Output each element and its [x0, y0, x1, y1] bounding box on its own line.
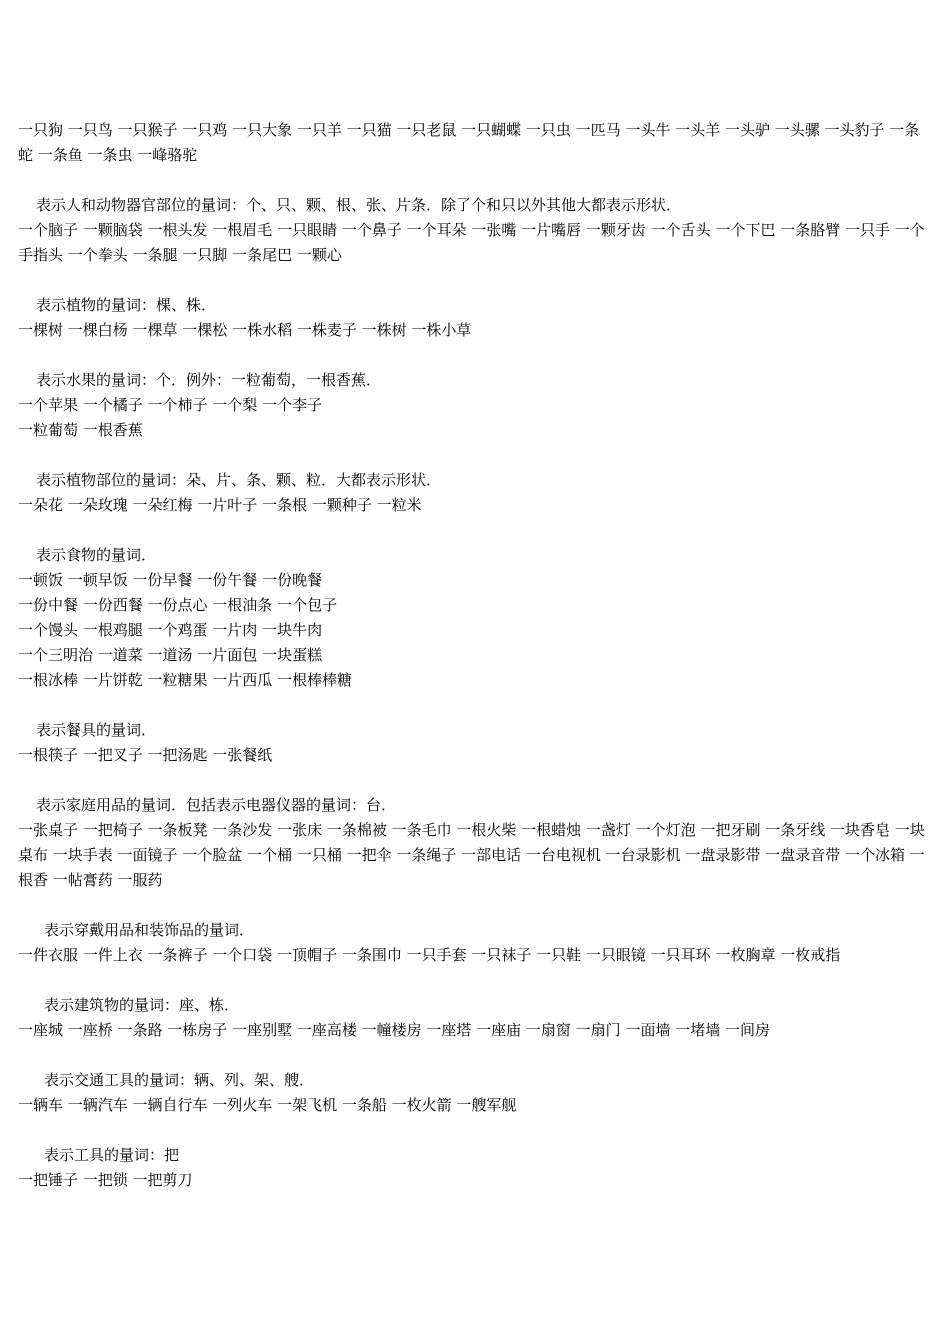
- section-5-line-1: 一份中餐 一份西餐 一份点心 一根油条 一个包子: [18, 596, 338, 614]
- section-6-heading: 表示餐具的量词．: [36, 721, 157, 739]
- section-5-line-4: 一根冰棒 一片饼乾 一粒糖果 一片西瓜 一根棒棒糖: [18, 671, 353, 689]
- section-4-heading: 表示植物部位的量词：朵、片、条、颗、粒．大都表示形状．: [36, 471, 442, 489]
- section-3-line-0: 一个苹果 一个橘子 一个柿子 一个梨 一个李子: [18, 396, 323, 414]
- section-9-heading: 表示建筑物的量词：座、栋．: [44, 996, 240, 1014]
- section-2-heading: 表示植物的量词：棵、株．: [36, 296, 217, 314]
- section-5-line-3: 一个三明治 一道菜 一道汤 一片面包 一块蛋糕: [18, 646, 323, 664]
- paragraph-gap: [18, 693, 928, 718]
- paragraph-gap: [18, 268, 928, 293]
- paragraph-gap: [18, 168, 928, 193]
- section-5-heading: 表示食物的量词．: [36, 546, 157, 564]
- section-11-line-0: 一把锤子 一把锁 一把剪刀: [18, 1171, 193, 1189]
- section-7-heading: 表示家庭用品的量词．包括表示电器仪器的量词：台．: [36, 796, 397, 814]
- section-4-line-0: 一朵花 一朵玫瑰 一朵红梅 一片叶子 一条根 一颗种子 一粒米: [18, 496, 422, 514]
- paragraph-gap: [18, 968, 928, 993]
- section-6-line-0: 一根筷子 一把叉子 一把汤匙 一张餐纸: [18, 746, 273, 764]
- section-8-line-0: 一件衣服 一件上衣 一条裤子 一个口袋 一顶帽子 一条围巾 一只手套 一只袜子 一只鞋 一只眼镜 一只耳环 一枚胸章 一枚戒指: [18, 946, 841, 964]
- paragraph-gap: [18, 343, 928, 368]
- paragraph-gap: [18, 1043, 928, 1068]
- section-5-line-0: 一顿饭 一顿早饭 一份早餐 一份午餐 一份晚餐: [18, 571, 323, 589]
- section-3-line-1: 一粒葡萄 一根香蕉: [18, 421, 143, 439]
- section-8-heading: 表示穿戴用品和装饰品的量词．: [44, 921, 255, 939]
- section-10-line-0: 一辆车 一辆汽车 一辆自行车 一列火车 一架飞机 一条船 一枚火箭 一艘军舰: [18, 1096, 517, 1114]
- paragraph-gap: [18, 768, 928, 793]
- section-9-line-0: 一座城 一座桥 一条路 一栋房子 一座别墅 一座高楼 一幢楼房 一座塔 一座庙 一扇窗 一扇门 一面墙 一堵墙 一间房: [18, 1021, 770, 1039]
- section-0-line-0: 一只狗 一只鸟 一只猴子 一只鸡 一只大象 一只羊 一只猫 一只老鼠 一只蝴蝶 一只虫 一匹马 一头牛 一头羊 一头驴 一头骡 一头豹子 一条蛇 一条鱼 一条虫 一峰骆驼: [18, 121, 920, 164]
- paragraph-gap: [18, 443, 928, 468]
- section-7-line-0: 一张桌子 一把椅子 一条板凳 一条沙发 一张床 一条棉被 一条毛巾 一根火柴 一根蜡烛 一盏灯 一个灯泡 一把牙刷 一条牙线 一块香皂 一块桌布 一块手表 一面镜子 一个脸盆 一个桶 一只桶 一把伞 一条绳子 一部电话 一台电视机 一台录影机 一盘录影带 一盘录音带 一个冰箱 一根香 一帖膏药 一服药: [18, 821, 925, 889]
- document-page: [18, 118, 928, 1193]
- section-2-line-0: 一棵树 一棵白杨 一棵草 一棵松 一株水稻 一株麦子 一株树 一株小草: [18, 321, 472, 339]
- paragraph-gap: [18, 1118, 928, 1143]
- section-1-line-0: 一个脑子 一颗脑袋 一根头发 一根眉毛 一只眼睛 一个鼻子 一个耳朵 一张嘴 一片嘴唇 一颗牙齿 一个舌头 一个下巴 一条胳臂 一只手 一个手指头 一个拳头 一条腿 一只脚 一条尾巴 一颗心: [18, 221, 925, 264]
- section-1-heading: 表示人和动物器官部位的量词：个、只、颗、根、张、片条．除了个和只以外其他大都表示形状．: [36, 196, 682, 214]
- paragraph-gap: [18, 518, 928, 543]
- section-11-heading: 表示工具的量词：把: [44, 1146, 180, 1164]
- section-5-line-2: 一个馒头 一根鸡腿 一个鸡蛋 一片肉 一块牛肉: [18, 621, 323, 639]
- section-3-heading: 表示水果的量词：个．例外：一粒葡萄，一根香蕉．: [36, 371, 382, 389]
- section-10-heading: 表示交通工具的量词：辆、列、架、艘．: [44, 1071, 315, 1089]
- paragraph-gap: [18, 893, 928, 918]
